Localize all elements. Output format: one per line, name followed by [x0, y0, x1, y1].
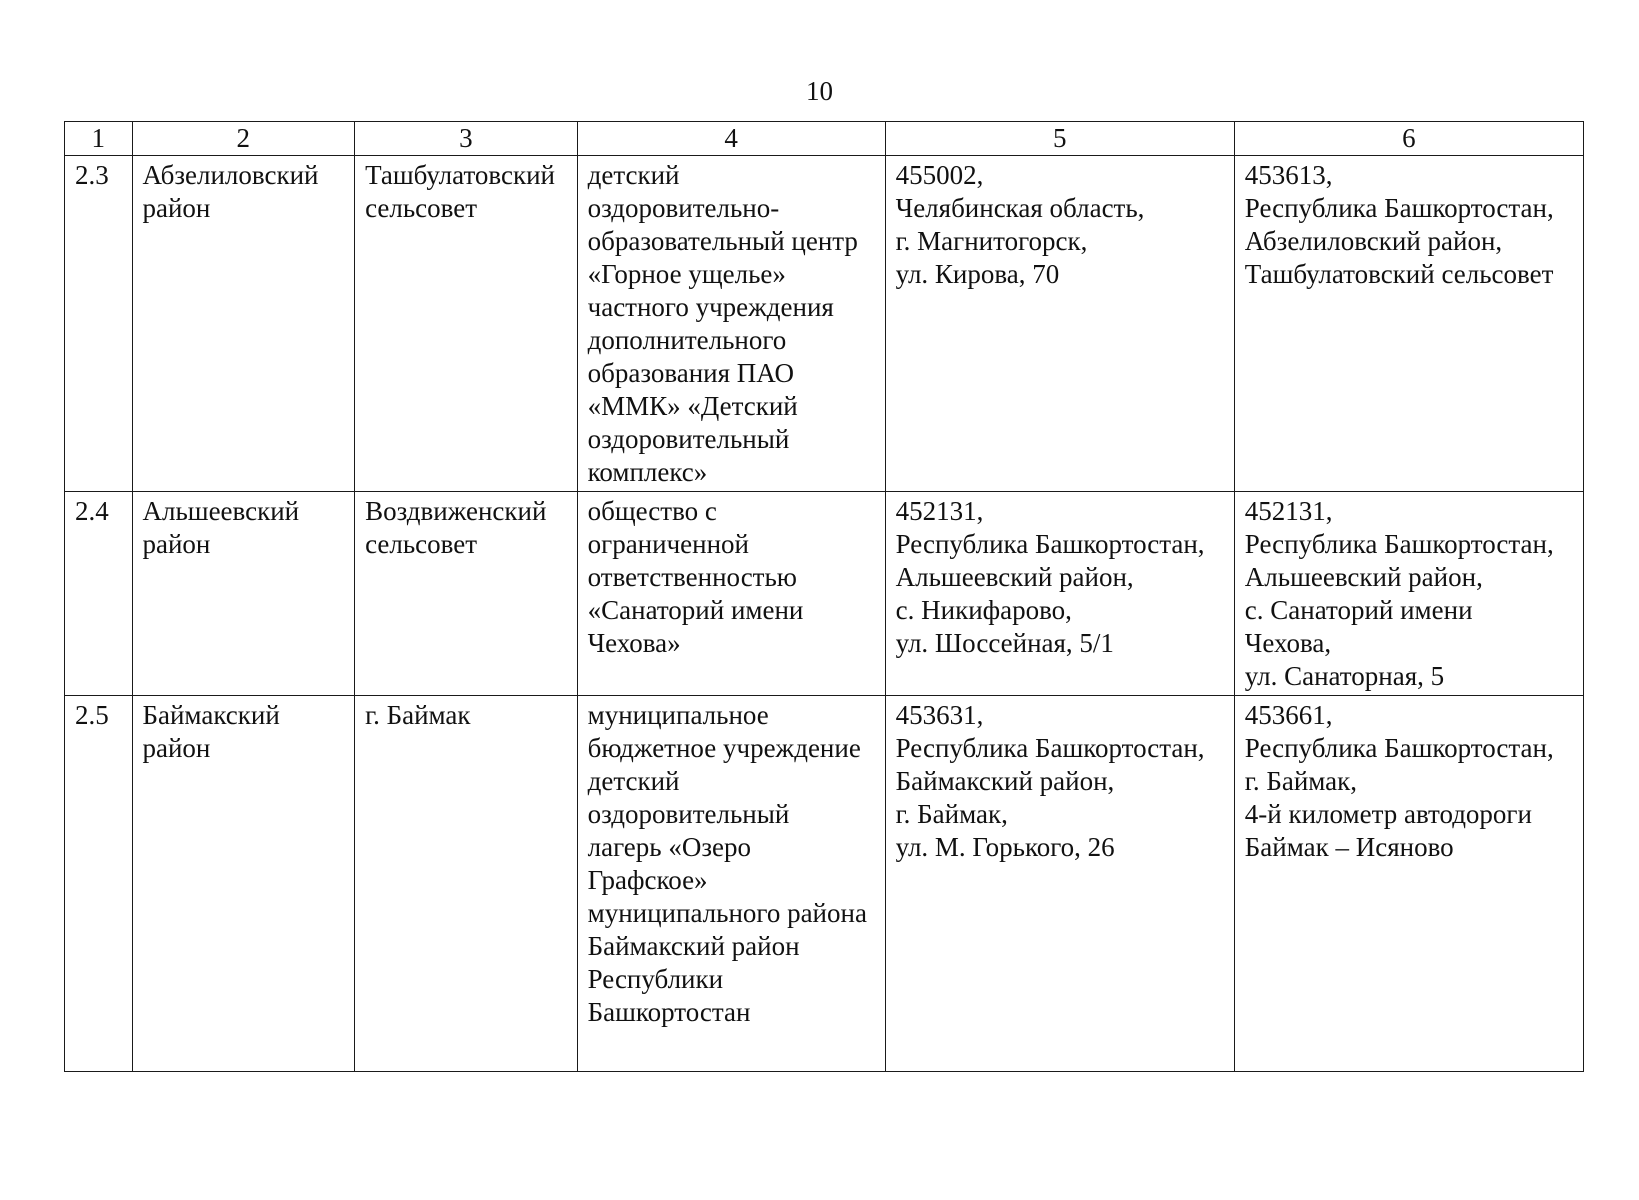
header-cell-2: 2: [132, 122, 355, 156]
cell-line: Абзелиловский район,: [1244, 226, 1503, 256]
cell-line: общество с: [587, 496, 717, 526]
actual-address-cell: [1234, 492, 1583, 696]
council-cell: [355, 492, 578, 696]
cell-line: район: [142, 529, 211, 559]
cell-line: 452131,: [895, 496, 984, 526]
row-number-cell: 2.3: [65, 156, 133, 492]
cell-line: сельсовет: [365, 193, 478, 223]
actual-address-cell: [1234, 696, 1583, 1072]
cell-line: Челябинская область,: [895, 193, 1145, 223]
header-row: [65, 122, 1584, 156]
cell-line: сельсовет: [365, 529, 478, 559]
organization-cell: [577, 492, 885, 696]
cell-line: Республики: [587, 964, 724, 994]
cell-line: Баймакский район,: [895, 766, 1115, 796]
cell-line: детский: [587, 160, 680, 190]
cell-line: лагерь «Озеро: [587, 832, 751, 862]
cell-line: ул. Шоссейная, 5/1: [895, 628, 1114, 658]
district-cell: [132, 156, 355, 492]
legal-address-cell: [885, 696, 1234, 1072]
cell-line: детский: [587, 766, 680, 796]
cell-line: комплекс»: [587, 457, 708, 487]
cell-line: Ташбулатовский: [365, 160, 555, 190]
cell-line: ул. Кирова, 70: [895, 259, 1060, 289]
cell-line: район: [142, 733, 211, 763]
cell-line: Башкортостан: [587, 997, 751, 1027]
cell-line: г. Баймак,: [1244, 766, 1358, 796]
cell-line: оздоровительно-: [587, 193, 780, 223]
district-cell: [132, 492, 355, 696]
organization-cell: [577, 696, 885, 1072]
cell-line: Республика Башкортостан,: [1244, 733, 1554, 763]
cell-line: 453631,: [895, 700, 984, 730]
cell-line: с. Никифарово,: [895, 595, 1072, 625]
cell-line: ул. М. Горького, 26: [895, 832, 1115, 862]
cell-line: Воздвиженский: [365, 496, 547, 526]
cell-line: Республика Башкортостан,: [1244, 193, 1554, 223]
row-number-cell: 2.5: [65, 696, 133, 1072]
cell-line: дополнительного: [587, 325, 787, 355]
cell-line: Республика Башкортостан,: [895, 529, 1205, 559]
header-cell-1: 1: [65, 122, 133, 156]
cell-line: ул. Санаторная, 5: [1244, 661, 1445, 691]
legal-address-cell: [885, 156, 1234, 492]
cell-line: муниципального района: [587, 898, 867, 928]
cell-line: Абзелиловский: [142, 160, 319, 190]
header-cell-5: 5: [885, 122, 1234, 156]
council-cell: [355, 156, 578, 492]
table-row: [65, 492, 1584, 696]
cell-line: «ММК» «Детский: [587, 391, 798, 421]
cell-line: оздоровительный: [587, 424, 790, 454]
cell-line: г. Баймак: [365, 700, 471, 730]
cell-line: «Горное ущелье»: [587, 259, 786, 289]
cell-line: Республика Башкортостан,: [1244, 529, 1554, 559]
cell-line: муниципальное: [587, 700, 769, 730]
table-row: [65, 156, 1584, 492]
cell-line: Баймак – Исяново: [1244, 832, 1454, 862]
cell-line: район: [142, 193, 211, 223]
cell-line: Графское»: [587, 865, 708, 895]
cell-line: образования ПАО: [587, 358, 794, 388]
cell-line: ограниченной: [587, 529, 749, 559]
table-row: [65, 696, 1584, 1072]
header-cell-4: 4: [577, 122, 885, 156]
cell-line: Баймакский район: [587, 931, 800, 961]
cell-line: частного учреждения: [587, 292, 834, 322]
cell-line: г. Магнитогорск,: [895, 226, 1088, 256]
register-table: [64, 121, 1584, 1072]
council-cell: [355, 696, 578, 1072]
cell-line: образовательный центр: [587, 226, 858, 256]
cell-line: Ташбулатовский сельсовет: [1244, 259, 1554, 289]
cell-line: Альшеевский: [142, 496, 300, 526]
cell-line: с. Санаторий имени: [1244, 595, 1473, 625]
cell-line: 4-й километр автодороги: [1244, 799, 1532, 829]
cell-line: Альшеевский район,: [1244, 562, 1483, 592]
cell-line: г. Баймак,: [895, 799, 1008, 829]
table-body: [65, 156, 1584, 1072]
cell-line: 455002,: [895, 160, 984, 190]
cell-line: 453661,: [1244, 700, 1333, 730]
cell-line: «Санаторий имени: [587, 595, 804, 625]
district-cell: [132, 696, 355, 1072]
cell-line: Баймакский: [142, 700, 280, 730]
cell-line: Чехова,: [1244, 628, 1332, 658]
header-cell-3: 3: [355, 122, 578, 156]
cell-line: Республика Башкортостан,: [895, 733, 1205, 763]
legal-address-cell: [885, 492, 1234, 696]
header-cell-6: 6: [1234, 122, 1583, 156]
cell-line: Чехова»: [587, 628, 681, 658]
row-number-cell: 2.4: [65, 492, 133, 696]
actual-address-cell: [1234, 156, 1583, 492]
cell-line: оздоровительный: [587, 799, 790, 829]
cell-line: 453613,: [1244, 160, 1333, 190]
cell-line: ответственностью: [587, 562, 797, 592]
page-number: 10: [806, 76, 833, 106]
cell-line: 452131,: [1244, 496, 1333, 526]
cell-line: Альшеевский район,: [895, 562, 1134, 592]
cell-line: бюджетное учреждение: [587, 733, 861, 763]
organization-cell: [577, 156, 885, 492]
